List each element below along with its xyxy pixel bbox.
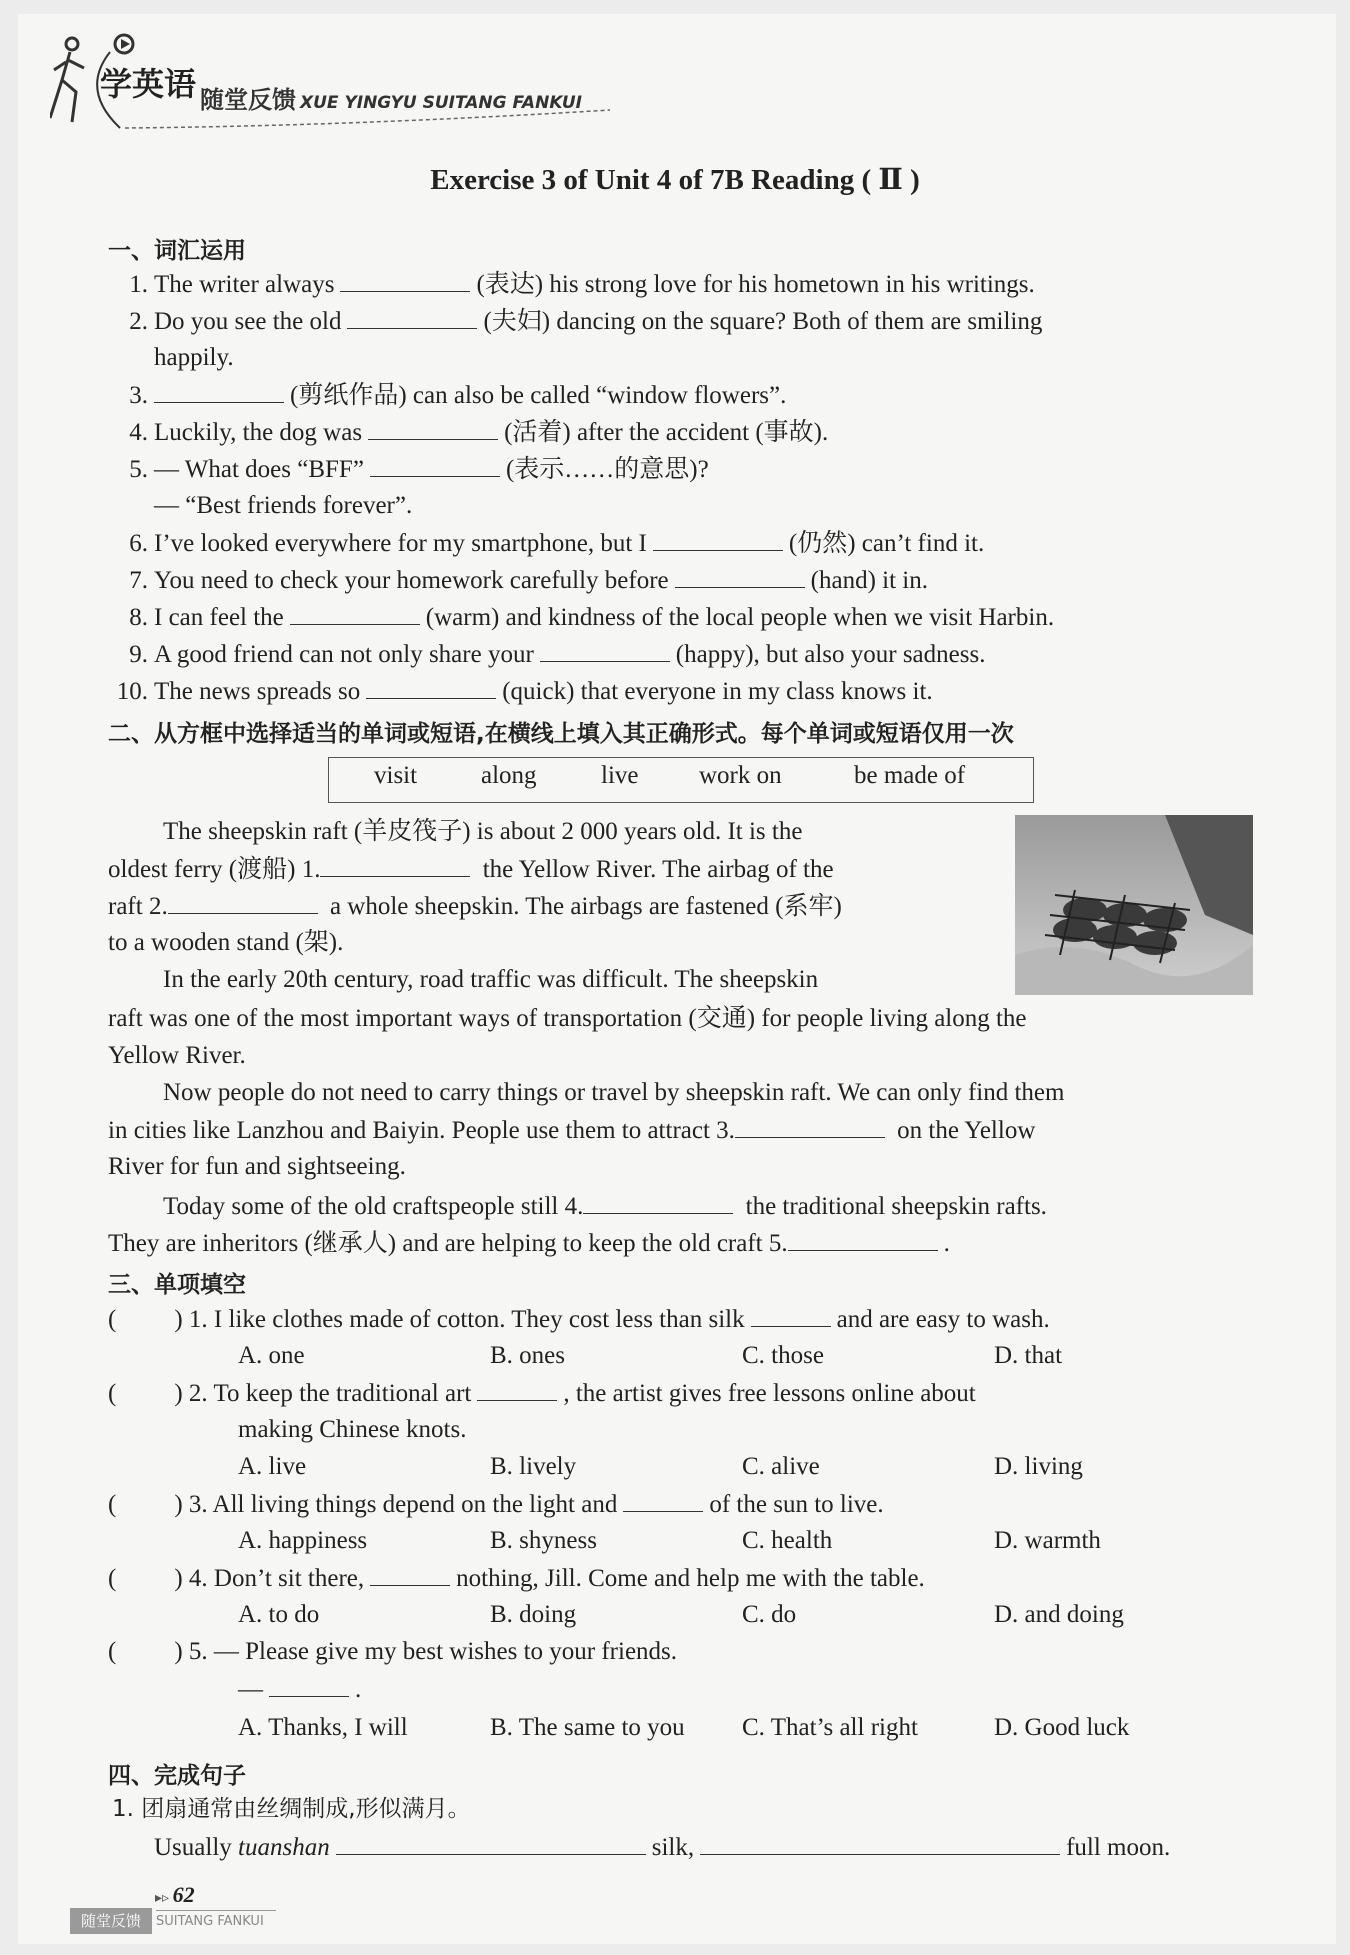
mc-options-2	[238, 1448, 1238, 1485]
s1-item-9: 9. A good friend can not only share your (happy), but also your sadness.	[112, 635, 985, 673]
passage-line: Yellow River.	[108, 1042, 246, 1069]
mc-question-4: ( ) 4. Don’t sit there, nothing, Jill. Come and help me with the table.	[108, 1559, 925, 1597]
option-d[interactable]: D. living	[994, 1453, 1083, 1480]
footer-tag-en: SUITANG FANKUI	[156, 1914, 264, 1929]
answer-blank[interactable]	[540, 635, 670, 662]
answer-blank[interactable]	[290, 598, 420, 625]
mc-question-2-cont: making Chinese knots.	[238, 1416, 467, 1443]
answer-blank[interactable]	[623, 1485, 703, 1512]
s4-q1-chinese: 1. 团扇通常由丝绸制成,形似满月。	[112, 1796, 471, 1822]
word-option: be made of	[854, 762, 966, 789]
s4-q1-line: Usually tuanshan silk, full moon.	[154, 1828, 1170, 1866]
answer-blank[interactable]	[700, 1828, 1060, 1855]
s1-item-5: 5. — What does “BFF” (表示……的意思)?	[112, 450, 709, 488]
option-a[interactable]: A. Thanks, I will	[238, 1714, 408, 1741]
passage-line: River for fun and sightseeing.	[108, 1153, 406, 1180]
s1-item-2-cont: happily.	[154, 344, 234, 371]
s1-item-10: 10. The news spreads so (quick) that everyone in my class knows it.	[112, 672, 933, 710]
arrow-icon: ▸▹	[155, 1891, 173, 1906]
option-b[interactable]: B. The same to you	[490, 1714, 685, 1741]
s1-item-8: 8. I can feel the (warm) and kindness of the local people when we visit Harbin.	[112, 598, 1054, 636]
word-option: work on	[699, 762, 782, 789]
mc-options-5	[238, 1709, 1238, 1746]
answer-blank[interactable]	[751, 1300, 831, 1327]
answer-blank[interactable]	[340, 265, 470, 292]
passage-line: raft was one of the most important ways of transportation (交通) for people living along the	[108, 1005, 1027, 1032]
mc-question-5-reply: — .	[238, 1670, 361, 1708]
answer-blank[interactable]	[370, 450, 500, 477]
answer-blank-3[interactable]	[735, 1111, 885, 1138]
section3-heading: 三、单项填空	[108, 1272, 246, 1298]
option-d[interactable]: D. that	[994, 1342, 1063, 1369]
word-box	[328, 757, 1034, 803]
s1-item-1: 1. The writer always (表达) his strong love for his hometown in his writings.	[112, 265, 1035, 303]
runner-icon	[50, 38, 84, 122]
answer-blank-2[interactable]	[168, 887, 318, 914]
option-c[interactable]: C. alive	[742, 1453, 820, 1480]
s1-item-7: 7. You need to check your homework carefully before (hand) it in.	[112, 561, 928, 599]
footer-tag-cn: 随堂反馈	[70, 1908, 152, 1934]
s1-item-4: 4. Luckily, the dog was (活着) after the accident (事故).	[112, 413, 828, 451]
logo-en: XUE YINGYU SUITANG FANKUI	[300, 93, 583, 113]
option-d[interactable]: D. warmth	[994, 1527, 1101, 1554]
mc-options-4	[238, 1596, 1238, 1633]
s1-item-2: 2. Do you see the old (夫妇) dancing on the square? Both of them are smiling	[112, 302, 1042, 340]
answer-blank[interactable]	[370, 1559, 450, 1586]
mc-question-2: ( ) 2. To keep the traditional art , the artist gives free lessons online about	[108, 1374, 976, 1412]
option-b[interactable]: B. ones	[490, 1342, 565, 1369]
logo-cn: 学英语	[100, 65, 197, 103]
answer-blank-5[interactable]	[788, 1224, 938, 1251]
option-b[interactable]: B. lively	[490, 1453, 577, 1480]
header-logo	[50, 30, 670, 140]
answer-blank-1[interactable]	[320, 850, 470, 877]
answer-blank[interactable]	[347, 302, 477, 329]
passage-line: The sheepskin raft (羊皮筏子) is about 2 000 years old. It is the	[163, 818, 803, 845]
passage-line: They are inheritors (继承人) and are helping to keep the old craft 5. .	[108, 1224, 950, 1262]
word-option: visit	[374, 762, 418, 789]
option-c[interactable]: C. do	[742, 1601, 797, 1628]
option-a[interactable]: A. live	[238, 1453, 307, 1480]
page-number: ▸▹ 62	[155, 1882, 195, 1907]
word-option: along	[481, 762, 537, 789]
answer-blank[interactable]	[269, 1670, 349, 1697]
option-c[interactable]: C. That’s all right	[742, 1714, 918, 1741]
s1-item-3: 3. (剪纸作品) can also be called “window flowers”.	[112, 376, 786, 414]
mc-options-1	[238, 1337, 1238, 1374]
option-b[interactable]: B. doing	[490, 1601, 577, 1628]
passage-line: oldest ferry (渡船) 1. the Yellow River. The airbag of the	[108, 850, 834, 888]
passage-line: In the early 20th century, road traffic was difficult. The sheepskin	[163, 966, 819, 993]
option-c[interactable]: C. health	[742, 1527, 833, 1554]
footer-tag	[70, 1908, 280, 1944]
answer-blank[interactable]	[653, 524, 783, 551]
option-a[interactable]: A. happiness	[238, 1527, 368, 1554]
answer-blank[interactable]	[366, 672, 496, 699]
mc-options-3	[238, 1522, 1238, 1559]
passage-line: Today some of the old craftspeople still 4. the traditional sheepskin rafts.	[163, 1187, 1047, 1225]
s1-item-5-answer: — “Best friends forever”.	[154, 492, 413, 519]
section1-heading: 一、词汇运用	[108, 238, 246, 264]
section4-heading: 四、完成句子	[108, 1763, 246, 1789]
passage-line: to a wooden stand (架).	[108, 929, 344, 956]
sheepskin-raft-photo	[1015, 815, 1253, 995]
mc-question-1: ( ) 1. I like clothes made of cotton. They cost less than silk and are easy to wash.	[108, 1300, 1050, 1338]
exercise-title: Exercise 3 of Unit 4 of 7B Reading ( Ⅱ )	[430, 164, 920, 196]
mc-question-3: ( ) 3. All living things depend on the light and of the sun to live.	[108, 1485, 884, 1523]
word-option: live	[601, 762, 639, 789]
section2-heading: 二、从方框中选择适当的单词或短语,在横线上填入其正确形式。每个单词或短语仅用一次	[108, 721, 1014, 747]
passage-line: raft 2. a whole sheepskin. The airbags are fastened (系牢)	[108, 887, 842, 925]
option-d[interactable]: D. and doing	[994, 1601, 1124, 1628]
logo-cn2: 随堂反馈	[200, 86, 296, 114]
option-c[interactable]: C. those	[742, 1342, 824, 1369]
option-d[interactable]: D. Good luck	[994, 1714, 1130, 1741]
passage-line: Now people do not need to carry things or travel by sheepskin raft. We can only find them	[163, 1079, 1065, 1106]
answer-blank[interactable]	[154, 376, 284, 403]
answer-blank-4[interactable]	[583, 1187, 733, 1214]
answer-blank[interactable]	[336, 1828, 646, 1855]
option-b[interactable]: B. shyness	[490, 1527, 597, 1554]
answer-blank[interactable]	[477, 1374, 557, 1401]
mc-question-5: ( ) 5. — Please give my best wishes to your friends.	[108, 1638, 678, 1665]
s1-item-6: 6. I’ve looked everywhere for my smartphone, but I (仍然) can’t find it.	[112, 524, 984, 562]
passage-line: in cities like Lanzhou and Baiyin. People use them to attract 3. on the Yellow	[108, 1111, 1035, 1149]
answer-blank[interactable]	[368, 413, 498, 440]
option-a[interactable]: A. one	[238, 1342, 305, 1369]
option-a[interactable]: A. to do	[238, 1601, 320, 1628]
answer-blank[interactable]	[675, 561, 805, 588]
